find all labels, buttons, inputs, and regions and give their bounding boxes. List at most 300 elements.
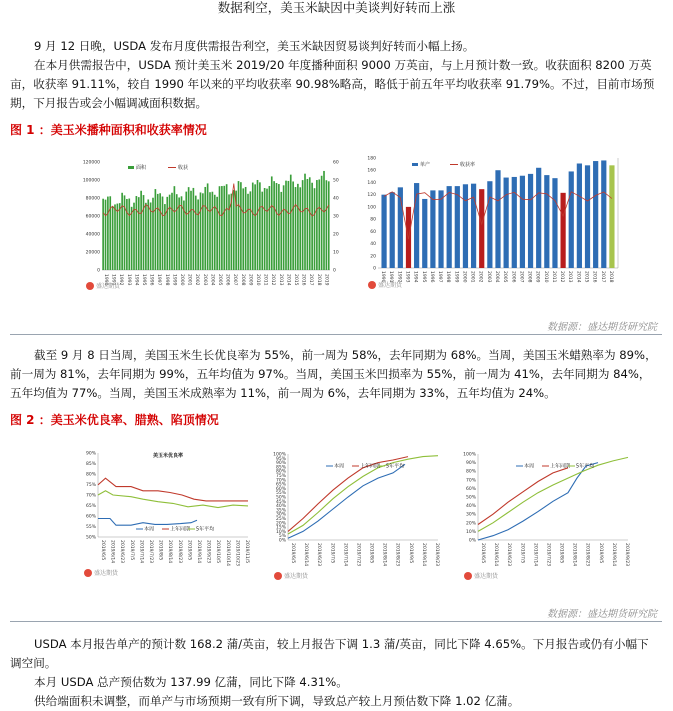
paragraph-intro: 9 月 12 日晚，USDA 发布月度供需报告利空，美玉米缺因贸易谈判好转而小幅上扬。 (34, 39, 475, 53)
y-tick-label: 75% (275, 474, 286, 479)
x-tick-label: 1990 (103, 274, 108, 286)
area-harvest-chart (80, 150, 350, 298)
y2-tick-label: 50 (333, 178, 339, 184)
x-tick-label: 1997 (156, 274, 162, 286)
area-bar (280, 192, 282, 270)
area-bar (119, 203, 121, 270)
x-tick-label: 1990 (380, 271, 386, 283)
yield-bar (536, 168, 541, 268)
legend-label: 5年平均 (386, 463, 405, 470)
area-bar (283, 185, 285, 270)
x-tick-label: 2019/7/23 (148, 540, 153, 564)
x-tick-label: 2019/9/14 (420, 543, 426, 567)
x-tick-label: 2004 (209, 274, 215, 286)
x-tick-label: 2010 (542, 271, 548, 283)
paragraph-summary: 供给端面积未调整，而单产与市场预期一致有所下调，导致总产较上月预估数下降 1.02 亿蒲。 (34, 694, 520, 708)
x-tick-label: 1995 (141, 274, 146, 286)
yield-bar (593, 161, 598, 268)
x-tick-label: 2019/6/14 (109, 540, 115, 564)
y-tick-label: 120 (367, 193, 376, 199)
x-tick-label: 2019/6/5 (290, 543, 295, 564)
x-tick-label: 2018 (607, 271, 613, 283)
logo-icon (464, 572, 472, 580)
y-tick-label: 40 (370, 242, 376, 248)
area-bar (171, 193, 173, 270)
x-tick-label: 2019/6/23 (316, 543, 322, 567)
y-tick-label: 0 (373, 266, 376, 272)
area-bar (159, 193, 161, 270)
yield-bar (520, 176, 525, 268)
y-tick-label: 20% (465, 521, 476, 527)
area-bar (299, 187, 301, 270)
x-tick-label: 1996 (428, 271, 434, 283)
area-bar (162, 197, 164, 270)
x-tick-label: 2019/8/23 (394, 543, 400, 567)
x-tick-label: 2016 (591, 271, 597, 283)
legend-label: 收获率 (460, 162, 476, 168)
area-bar (307, 179, 309, 270)
y-tick-label: 80% (85, 472, 96, 478)
y-tick-label: 65% (85, 504, 96, 509)
series-line (478, 468, 568, 525)
logo-icon (274, 572, 282, 580)
area-bar (295, 187, 297, 270)
x-tick-label: 1993 (125, 274, 131, 286)
y-tick-label: 70% (275, 478, 286, 484)
area-bar (316, 180, 318, 270)
y-tick-label: 0% (468, 538, 476, 544)
area-bar (107, 197, 109, 270)
x-tick-label: 2019/9/23 (205, 540, 211, 564)
y-tick-label: 45% (275, 499, 286, 505)
x-tick-label: 1991 (110, 274, 116, 286)
x-tick-label: 2007 (232, 274, 238, 286)
yield-bar (463, 184, 468, 268)
y-tick-label: 30% (465, 512, 476, 518)
x-tick-label: 2005 (217, 274, 222, 286)
x-tick-label: 2002 (477, 271, 483, 283)
y2-tick-label: 60 (333, 160, 339, 166)
area-bar (155, 189, 157, 270)
x-tick-label: 2003 (485, 271, 491, 283)
x-tick-label: 2013 (567, 271, 573, 283)
paragraph-production: 本月 USDA 总产预估数为 137.99 亿蒲，同比下降 4.31%。 (34, 675, 348, 689)
x-tick-label: 1998 (163, 274, 169, 286)
area-bar (212, 192, 214, 270)
area-bar (292, 181, 294, 270)
area-bar (257, 180, 259, 270)
y-tick-label: 100 (367, 205, 376, 211)
area-bar (157, 194, 159, 270)
area-bar (233, 190, 235, 270)
y-tick-label: 40% (275, 504, 286, 510)
area-bar (278, 184, 280, 270)
area-bar (121, 193, 123, 270)
x-tick-label: 2001 (186, 274, 192, 286)
area-bar (143, 195, 145, 270)
x-tick-label: 2019/7/5 (329, 543, 335, 564)
area-bar (326, 180, 328, 270)
area-bar (318, 179, 320, 270)
y-tick-label: 70% (85, 493, 96, 499)
figure-1-source: 数据源：盛达期货研究院 (547, 322, 657, 333)
x-tick-label: 2019/8/14 (571, 543, 577, 567)
y-tick-label: 35% (275, 508, 286, 514)
x-tick-label: 2013 (277, 274, 283, 286)
x-tick-label: 2004 (494, 271, 499, 283)
area-bar (273, 181, 275, 270)
area-bar (147, 199, 149, 270)
legend-swatch (128, 166, 134, 169)
x-tick-label: 2000 (179, 274, 184, 286)
area-bar (264, 188, 266, 270)
area-bar (254, 184, 256, 270)
x-tick-label: 2019/6/5 (100, 540, 105, 561)
x-tick-label: 2003 (201, 274, 207, 286)
y-tick-label: 50% (85, 535, 96, 541)
x-tick-label: 2019/7/14 (532, 543, 538, 567)
logo-icon (368, 281, 376, 289)
x-tick-label: 2019/7/23 (545, 543, 551, 567)
legend-label: 5年平均 (576, 463, 595, 470)
area-bar (261, 192, 263, 270)
logo-icon (84, 569, 92, 577)
yield-bar (430, 190, 435, 268)
area-bar (128, 199, 130, 270)
x-tick-label: 2018 (315, 274, 321, 286)
y-tick-label: 100000 (82, 178, 100, 184)
area-bar (297, 184, 299, 270)
x-tick-label: 2019/6/23 (119, 540, 125, 564)
y-tick-label: 10% (275, 529, 286, 535)
area-bar (228, 194, 230, 270)
y-tick-label: 65% (275, 482, 286, 488)
area-bar (266, 189, 268, 270)
figure-2-source: 数据源：盛达期货研究院 (547, 609, 657, 620)
x-tick-label: 2017 (599, 271, 605, 283)
y-tick-label: 50% (465, 495, 476, 501)
area-bar (152, 198, 154, 270)
area-bar (247, 194, 249, 270)
legend-label: 面积 (136, 165, 147, 171)
yield-bar (552, 178, 557, 268)
y-tick-label: 40% (465, 504, 476, 510)
x-tick-label: 2019/9/14 (610, 543, 616, 567)
area-bar (114, 204, 116, 270)
area-bar (245, 187, 247, 270)
x-tick-label: 2008 (239, 274, 245, 286)
yield-bar (495, 170, 500, 268)
x-tick-label: 2019/10/14 (224, 540, 230, 566)
area-bar (150, 202, 152, 270)
y-tick-label: 90% (275, 461, 286, 467)
good-excellent-rate-chart (80, 445, 260, 585)
x-tick-label: 1999 (171, 274, 177, 286)
area-bar (311, 183, 313, 270)
yield-bar (569, 171, 574, 268)
x-tick-label: 2019/11/5 (244, 540, 249, 564)
yield-bar (422, 199, 427, 268)
figure-2-caption: 图 2 ：美玉米优良率、腊熟、陷顶情况 (10, 413, 219, 427)
x-tick-label: 2010 (255, 274, 260, 286)
x-tick-label: 1993 (404, 271, 410, 283)
area-bar (242, 188, 244, 270)
x-tick-label: 2019/6/14 (303, 543, 309, 567)
x-tick-label: 1992 (118, 274, 124, 286)
area-bar (112, 207, 114, 270)
x-tick-label: 2019/7/14 (138, 540, 144, 564)
logo-text: 盛达期货 (378, 282, 403, 289)
area-bar (214, 195, 216, 270)
y-tick-label: 30% (275, 512, 286, 518)
y-tick-label: 5% (278, 534, 286, 540)
paragraph-area: 在本月供需报告中，USDA 预计美玉米 2019/20 年度播种面积 9000 万英亩，与上月预计数一致。收获面积 8200 万英亩，收获率 91.11%，较自 1990 年以来的平均收获率 90.98%略高，略低于前五年平均收获率 91.79%。不过，目前市场预期，下月报告或会小幅调减面积数据。 (10, 58, 655, 110)
area-bar (202, 193, 204, 270)
y-tick-label: 80% (465, 469, 476, 475)
y-tick-label: 85% (275, 465, 286, 471)
area-bar (207, 183, 209, 270)
y-tick-label: 140 (367, 180, 376, 186)
y-tick-label: 25% (275, 517, 286, 522)
area-bar (136, 196, 138, 270)
x-tick-label: 2019/8/5 (157, 540, 163, 561)
x-tick-label: 2019/8/5 (558, 543, 564, 564)
x-tick-label: 2019 (323, 274, 329, 286)
y-tick-label: 85% (85, 462, 96, 467)
figure-1-caption: 图 1 ：美玉米播种面积和收获率情况 (10, 123, 207, 137)
area-bar (209, 192, 211, 270)
divider (10, 621, 662, 622)
x-tick-label: 1994 (133, 274, 139, 286)
paragraph-crop-progress: 截至 9 月 8 日当周，美国玉米生长优良率为 55%，前一周为 58%，去年同期为 68%。当周，美国玉米蜡熟率为 89%，前一周为 81%，去年同期为 99%，五年均值为 97%。当周，美国玉米凹损率为 55%，前一周为 41%，去年同期为 84%，五年均值为 77%。当周，美国玉米成熟率为 11%，前一周为 6%，去年同期为 33%，五年均值为 24%。 (10, 348, 657, 400)
area-bar (188, 187, 190, 270)
area-bar (216, 197, 218, 270)
x-tick-label: 2006 (224, 274, 230, 286)
x-tick-label: 1998 (445, 271, 451, 283)
area-bar (269, 186, 271, 270)
x-tick-label: 2019/6/14 (493, 543, 499, 567)
y-tick-label: 0 (97, 268, 100, 274)
area-bar (259, 182, 261, 270)
x-tick-label: 2019/10/5 (215, 540, 221, 564)
y-tick-label: 0% (278, 538, 286, 544)
area-bar (290, 175, 292, 270)
x-tick-label: 2019/9/23 (624, 543, 629, 567)
legend-label: 本周 (334, 463, 345, 470)
legend-label: 本周 (144, 526, 155, 533)
area-bar (323, 171, 325, 270)
y-tick-label: 40000 (85, 232, 100, 238)
yield-bar (479, 189, 484, 268)
y-tick-label: 60% (85, 514, 96, 520)
x-tick-label: 2008 (526, 271, 532, 283)
x-tick-label: 2011 (262, 274, 268, 286)
area-bar (321, 176, 323, 270)
area-bar (240, 182, 242, 270)
area-bar (131, 207, 133, 270)
x-tick-label: 1994 (412, 271, 418, 283)
x-tick-label: 1999 (453, 271, 459, 283)
area-bar (221, 186, 223, 270)
x-tick-label: 2000 (461, 271, 467, 283)
y-tick-label: 60% (275, 486, 286, 492)
area-bar (169, 195, 171, 270)
logo-icon (86, 282, 94, 290)
x-tick-label: 2014 (575, 271, 581, 283)
x-tick-label: 1996 (148, 274, 154, 286)
area-bar (185, 192, 187, 270)
x-tick-label: 2019/8/23 (176, 540, 182, 564)
divider (10, 334, 662, 335)
yield-bar (577, 164, 582, 269)
y-tick-label: 160 (367, 168, 376, 174)
x-tick-label: 2019/7/5 (519, 543, 525, 564)
dented-stage-chart (460, 448, 640, 585)
x-tick-label: 2011 (550, 271, 556, 283)
y-tick-label: 55% (85, 525, 96, 530)
series-line (478, 463, 598, 540)
yield-bar (487, 181, 492, 268)
y-tick-label: 120000 (82, 160, 100, 166)
x-tick-label: 2019/9/5 (407, 543, 413, 564)
legend-swatch (412, 163, 418, 166)
x-tick-label: 2019/7/5 (128, 540, 134, 561)
x-tick-label: 2019/8/5 (368, 543, 374, 564)
legend-label: 上年同期 (360, 463, 381, 470)
y-tick-label: 80% (275, 469, 286, 475)
x-tick-label: 2001 (469, 271, 475, 283)
x-tick-label: 2016 (300, 274, 306, 286)
area-bar (252, 183, 254, 270)
area-bar (145, 203, 147, 270)
area-bar (133, 203, 135, 270)
yield-harvest-rate-chart (360, 150, 635, 298)
y-tick-label: 75% (85, 483, 96, 488)
area-bar (204, 187, 206, 270)
y-tick-label: 90% (465, 461, 476, 467)
y-tick-label: 15% (275, 525, 286, 531)
x-tick-label: 2009 (534, 271, 540, 283)
legend-label: 本周 (524, 463, 535, 470)
area-bar (193, 188, 195, 270)
area-bar (140, 191, 142, 270)
yield-bar (585, 165, 590, 268)
area-bar (117, 204, 119, 270)
page-title: 数据利空，美玉米缺因中美谈判好转而上涨 (217, 0, 456, 15)
area-bar (309, 177, 311, 270)
y-tick-label: 20% (275, 521, 286, 527)
y2-tick-label: 0 (333, 268, 336, 274)
x-tick-label: 2014 (285, 274, 291, 286)
legend-label: 单产 (420, 162, 431, 168)
y2-tick-label: 30 (333, 214, 339, 220)
yield-bar (512, 177, 517, 268)
area-bar (176, 194, 178, 270)
x-tick-label: 2015 (293, 274, 298, 286)
x-tick-label: 2012 (270, 274, 276, 286)
x-tick-label: 2002 (194, 274, 200, 286)
logo-text: 盛达期货 (284, 573, 309, 580)
x-tick-label: 2017 (308, 274, 314, 286)
y-tick-label: 60% (465, 486, 476, 492)
logo-text: 盛达期货 (94, 570, 119, 577)
area-bar (304, 174, 306, 270)
area-bar (166, 197, 168, 270)
x-tick-label: 2019/6/5 (480, 543, 485, 564)
yield-bar (471, 184, 476, 268)
x-tick-label: 2007 (518, 271, 524, 283)
y-tick-label: 70% (465, 478, 476, 484)
yield-bar (455, 186, 460, 268)
area-bar (178, 197, 180, 270)
x-tick-label: 2006 (510, 271, 516, 283)
x-tick-label: 2019/10/23 (234, 540, 240, 566)
area-bar (105, 200, 107, 270)
x-tick-label: 1991 (388, 271, 394, 283)
area-bar (250, 191, 252, 270)
y2-tick-label: 20 (333, 232, 339, 238)
area-bar (102, 199, 104, 270)
legend-label: 上年同期 (550, 463, 571, 470)
y2-tick-label: 40 (333, 196, 339, 202)
series-line (98, 519, 197, 526)
area-bar (328, 181, 330, 270)
y-tick-label: 20000 (85, 250, 100, 256)
x-tick-label: 2019/8/14 (381, 543, 387, 567)
legend-label: 上年同期 (170, 526, 191, 533)
y-tick-label: 60 (370, 229, 376, 235)
area-bar (223, 186, 225, 270)
yield-bar (544, 175, 549, 268)
x-tick-label: 2009 (247, 274, 253, 286)
paragraph-yield: USDA 本月报告单产的预计数 168.2 蒲/英亩，较上月报告下调 1.3 蒲/英亩，同比下降 4.65%。下月报告或仍有小幅下调空间。 (10, 637, 649, 670)
x-tick-label: 2019/8/14 (167, 540, 173, 564)
logo-text: 盛达期货 (474, 573, 499, 580)
area-bar (238, 181, 240, 270)
y-tick-label: 80000 (85, 196, 100, 202)
y-tick-label: 95% (275, 456, 286, 462)
x-tick-label: 2019/9/23 (434, 543, 439, 567)
area-bar (138, 197, 140, 270)
x-tick-label: 2015 (583, 271, 589, 283)
area-bar (126, 199, 128, 270)
legend-label: 收获 (178, 165, 189, 171)
y-tick-label: 60000 (85, 214, 100, 220)
area-bar (190, 191, 192, 270)
yield-bar (609, 165, 614, 268)
y-tick-label: 80 (370, 217, 376, 223)
yield-bar (438, 190, 443, 268)
x-tick-label: 2005 (502, 271, 508, 283)
area-bar (226, 184, 228, 270)
yield-bar (528, 174, 533, 268)
yield-bar (504, 178, 509, 268)
x-tick-label: 2019/7/14 (342, 543, 348, 567)
area-bar (314, 188, 316, 270)
y2-tick-label: 10 (333, 250, 339, 256)
dough-stage-chart (270, 448, 450, 585)
area-bar (276, 183, 278, 270)
x-tick-label: 2019/8/23 (584, 543, 590, 567)
yield-bar (381, 195, 386, 268)
x-tick-label: 1997 (437, 271, 443, 283)
area-bar (285, 181, 287, 270)
yield-bar (447, 186, 452, 268)
y-tick-label: 10% (465, 529, 476, 535)
area-bar (200, 192, 202, 270)
area-bar (195, 196, 197, 270)
area-bar (271, 176, 273, 270)
